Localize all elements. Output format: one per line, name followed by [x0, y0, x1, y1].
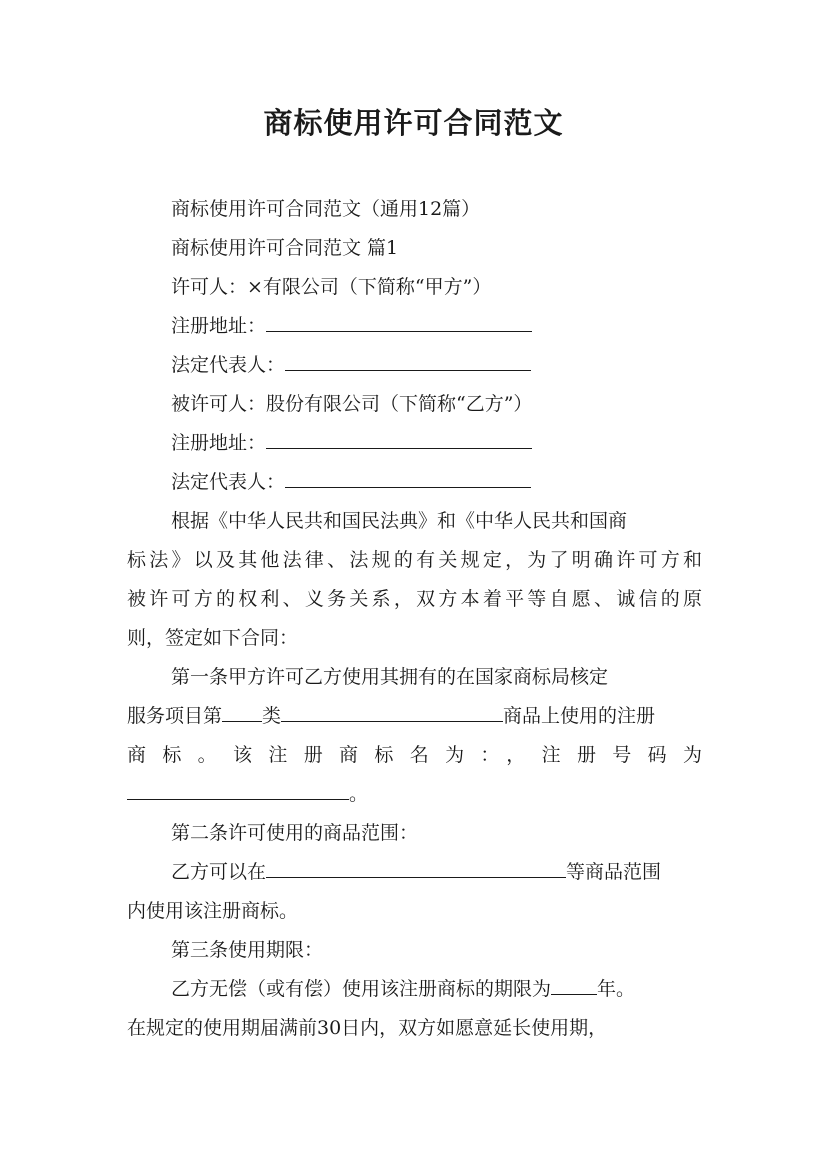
preamble-line-4: 则，签定如下合同：	[127, 627, 299, 649]
article-3-line-2: 在规定的使用期届满前30日内，双方如愿意延长使用期，	[127, 1017, 608, 1039]
licensee-address-label: 注册地址：	[171, 432, 267, 454]
article-2-line-1	[127, 853, 702, 892]
licensee-representative-blank	[285, 465, 531, 488]
article-1-line-4	[127, 775, 702, 814]
licensor-representative-blank	[285, 348, 531, 371]
term-suffix: 年。	[597, 978, 636, 1000]
article-3-line-1	[127, 970, 702, 1009]
licensee-address-blank	[266, 426, 532, 449]
article-1-line-2	[127, 697, 702, 736]
service-item-label: 服务项目第	[127, 705, 223, 727]
licensee-line: 被许可人：股份有限公司（下简称“乙方”）	[171, 393, 533, 415]
article-2-line-2: 内使用该注册商标。	[127, 900, 299, 922]
term-prefix: 乙方无偿（或有偿）使用该注册商标的期限为	[171, 978, 552, 1000]
licensee-address-line	[127, 424, 702, 463]
preamble-line-3: 被许可方的权利、义务关系，双方本着平等自愿、诚信的原	[127, 588, 702, 610]
period-mark: 。	[349, 783, 369, 805]
article-1-line-3: 商标。该注册商标名为：，注册号码为	[127, 744, 702, 766]
subtitle-line: 商标使用许可合同范文（通用12篇）	[171, 198, 481, 220]
preamble-line-2: 标法》以及其他法律、法规的有关规定，为了明确许可方和	[127, 549, 702, 571]
licensor-line: 许可人：×有限公司（下简称“甲方”）	[171, 276, 492, 298]
goods-usage-label: 商品上使用的注册	[503, 705, 656, 727]
licensor-address-line	[127, 307, 702, 346]
class-number-blank	[222, 699, 262, 722]
class-label: 类	[262, 705, 282, 727]
licensee-representative-label: 法定代表人：	[171, 471, 286, 493]
licensee-representative-line	[127, 463, 702, 502]
term-years-blank	[551, 972, 597, 995]
article-3-heading: 第三条使用期限：	[171, 939, 324, 961]
goods-blank	[281, 699, 503, 722]
section-heading: 商标使用许可合同范文 篇1	[171, 237, 399, 259]
registration-number-blank	[127, 777, 349, 800]
preamble-line-1: 根据《中华人民共和国民法典》和《中华人民共和国商	[171, 510, 628, 532]
article-1-line-1: 第一条甲方许可乙方使用其拥有的在国家商标局核定	[171, 666, 609, 688]
document-title: 商标使用许可合同范文	[263, 106, 564, 140]
document-body	[127, 190, 702, 1048]
scope-prefix: 乙方可以在	[171, 861, 267, 883]
licensor-address-label: 注册地址：	[171, 315, 267, 337]
article-2-heading: 第二条许可使用的商品范围：	[171, 822, 419, 844]
scope-suffix: 等商品范围	[566, 861, 662, 883]
licensor-representative-line	[127, 346, 702, 385]
licensor-representative-label: 法定代表人：	[171, 354, 286, 376]
licensor-address-blank	[266, 309, 532, 332]
goods-scope-blank	[266, 855, 566, 878]
